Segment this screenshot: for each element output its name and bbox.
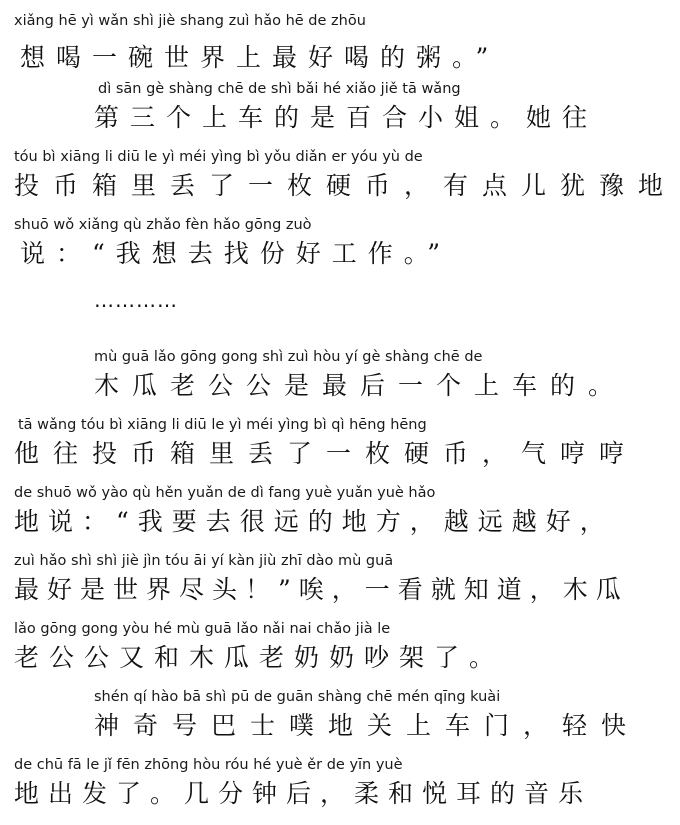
pinyin-row: mù guā lǎo gōng gong shì zuì hòu yí gè shàng chē de — [94, 349, 483, 365]
hanzi-row: 说：“我想去找份好工作。” — [20, 239, 452, 268]
hanzi-row: 老公公又和木瓜老奶奶吵架了。 — [14, 643, 505, 672]
pinyin-row: de shuō wǒ yào qù hěn yuǎn de dì fang yuè yuǎn yuè hǎo — [14, 485, 436, 501]
hanzi-row: 地说：“我要去很远的地方，越远越好， — [14, 507, 614, 536]
pinyin-row: lǎo gōng gong yòu hé mù guā lǎo nǎi nai chǎo jià le — [14, 621, 391, 637]
hanzi-row: 他往投币箱里丢了一枚硬币，气哼哼 — [14, 439, 639, 468]
hanzi-row: 地出发了。几分钟后，柔和悦耳的音乐 — [14, 779, 593, 808]
ellipsis: ………… — [94, 288, 178, 312]
pinyin-row: tā wǎng tóu bì xiāng li diū le yì méi yìng bì qì hēng hēng — [18, 417, 427, 433]
hanzi-row: 神奇号巴士噗地关上车门，轻快 — [94, 711, 641, 740]
hanzi-row: 第三个上车的是百合小姐。她往 — [94, 103, 599, 132]
pinyin-row: tóu bì xiāng li diū le yì méi yìng bì yǒu diǎn er yóu yù de — [14, 149, 423, 165]
pinyin-row: dì sān gè shàng chē de shì bǎi hé xiǎo jiě tā wǎng — [98, 81, 461, 97]
hanzi-row: 投币箱里丢了一枚硬币，有点儿犹豫地 — [14, 171, 678, 200]
pinyin-row: shuō wǒ xiǎng qù zhǎo fèn hǎo gōng zuò — [14, 217, 312, 233]
pinyin-row: xiǎng hē yì wǎn shì jiè shang zuì hǎo hē de zhōu — [14, 13, 366, 29]
hanzi-row: 最好是世界尽头！”唉，一看就知道，木瓜 — [14, 575, 629, 604]
hanzi-row: 木瓜老公公是最后一个上车的。 — [94, 371, 627, 400]
pinyin-row: shén qí hào bā shì pū de guān shàng chē mén qīng kuài — [94, 689, 501, 705]
hanzi-row: 想喝一碗世界上最好喝的粥。” — [20, 43, 500, 72]
pinyin-row: de chū fā le jǐ fēn zhōng hòu róu hé yuè ěr de yīn yuè — [14, 757, 403, 773]
pinyin-row: zuì hǎo shì shì jiè jìn tóu āi yí kàn jiù zhī dào mù guā — [14, 553, 394, 569]
